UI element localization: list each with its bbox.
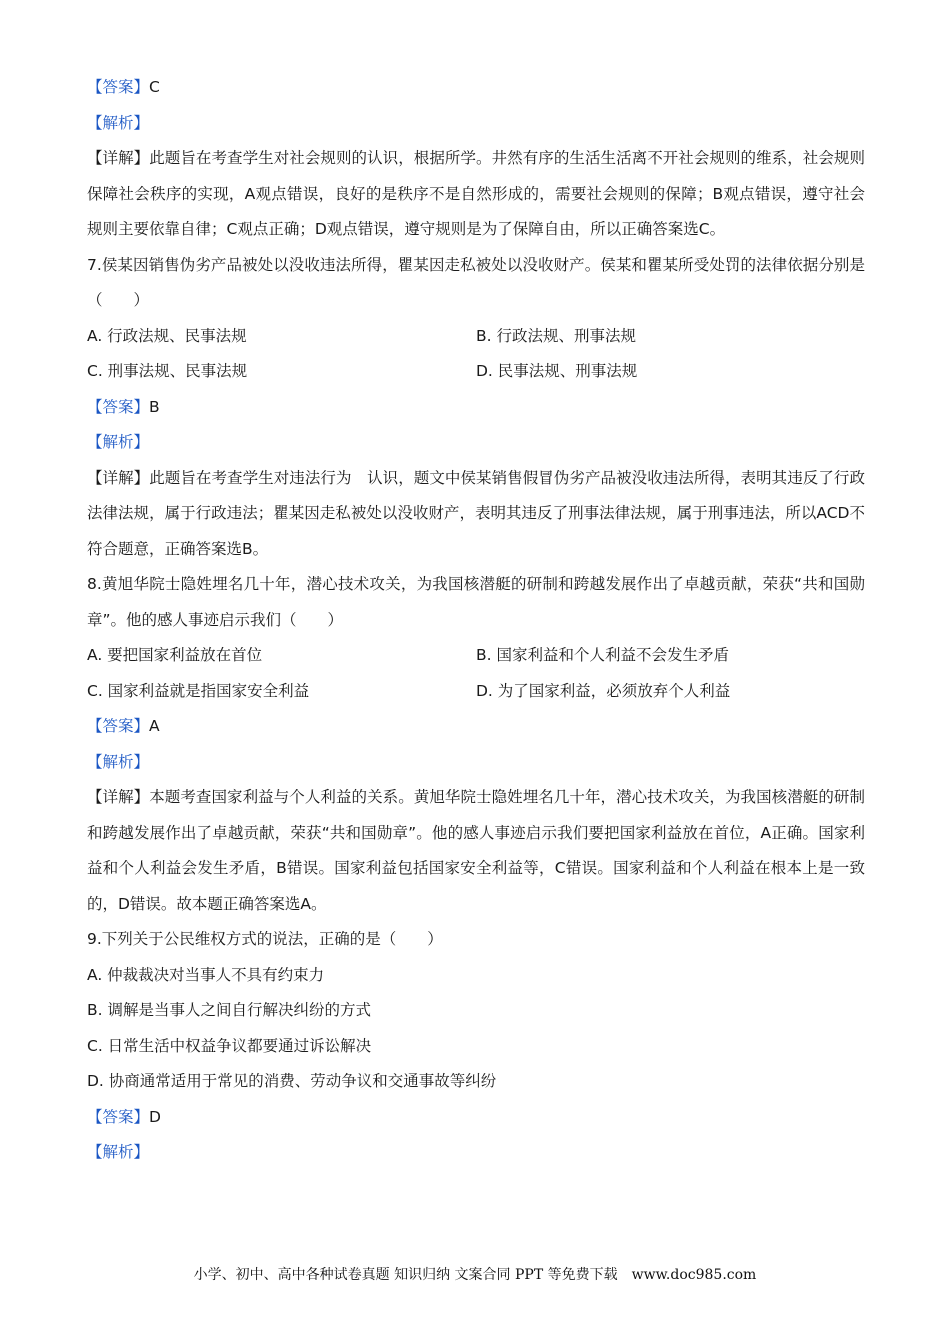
q6-analysis bbox=[87, 106, 865, 142]
q8-analysis bbox=[87, 745, 865, 781]
analysis-tag: 【解析】 bbox=[87, 1143, 150, 1161]
q8-stem: 8.黄旭华院士隐姓埋名几十年，潜心技术攻关，为我国核潜艇的研制和跨越发展作出了卓越贡献，荣获“共和国勋章”。他的感人事迹启示我们（ ） bbox=[87, 575, 865, 629]
q7-options-row-1 bbox=[87, 319, 865, 355]
q8-options-row-2 bbox=[87, 674, 865, 710]
q8-answer bbox=[87, 709, 865, 745]
q8-option-b: B. 国家利益和个人利益不会发生矛盾 bbox=[476, 646, 729, 664]
answer-value: C bbox=[149, 78, 160, 96]
q8-option-d: D. 为了国家利益，必须放弃个人利益 bbox=[476, 681, 731, 700]
q7-options-row-2 bbox=[87, 354, 865, 390]
answer-value: D bbox=[149, 1107, 161, 1126]
detail-text: 此题旨在考查学生对社会规则的认识，根据所学。井然有序的生活生活离不开社会规则的维系，社会规则保障社会秩序的实现，A观点错误，良好的是秩序不是自然形成的，需要社会规则的保障；B观点错误，遵守社会规则主要依靠自律；C观点正确；D观点错误，遵守规则是为了保障自由，所以正确答案选C。 bbox=[87, 149, 865, 238]
q8-option-a: A. 要把国家利益放在首位 bbox=[87, 646, 263, 664]
detail-text: 此题旨在考查学生对违法行为 认识，题文中侯某销售假冒伪劣产品被没收违法所得，表明其违反了行政法律法规，属于行政违法；瞿某因走私被处以没收财产，表明其违反了刑事法律法规，属于刑事违法，所以ACD不符合题意，正确答案选B。 bbox=[87, 468, 865, 558]
q7-option-a: A. 行政法规、民事法规 bbox=[87, 326, 247, 345]
detail-tag: 【详解】 bbox=[87, 788, 150, 806]
q7-detail bbox=[87, 461, 865, 568]
answer-tag: 【答案】 bbox=[87, 1107, 150, 1126]
analysis-tag: 【解析】 bbox=[87, 433, 150, 451]
q8-options-row-1 bbox=[87, 638, 865, 674]
page-footer: 小学、初中、高中各种试卷真题 知识归纳 文案合同 PPT 等免费下载 www.doc985.com bbox=[193, 1267, 757, 1283]
detail-tag: 【详解】 bbox=[87, 468, 150, 487]
q9-option-a: A. 仲裁裁决对当事人不具有约束力 bbox=[87, 965, 325, 984]
q9-option-c: C. 日常生活中权益争议都要通过诉讼解决 bbox=[87, 1036, 372, 1055]
q6-detail bbox=[87, 141, 865, 248]
page-content bbox=[87, 70, 865, 1171]
q7-option-d: D. 民事法规、刑事法规 bbox=[476, 362, 638, 380]
q9-answer bbox=[87, 1100, 865, 1136]
q9-option-b: B. 调解是当事人之间自行解决纠纷的方式 bbox=[87, 1001, 371, 1019]
q7-option-b: B. 行政法规、刑事法规 bbox=[476, 326, 636, 345]
q7-stem: 7.侯某因销售伪劣产品被处以没收违法所得，瞿某因走私被处以没收财产。侯某和瞿某所受处罚的法律依据分别是（ ） bbox=[87, 255, 865, 309]
q9-stem: 9.下列关于公民维权方式的说法，正确的是（ ） bbox=[87, 930, 443, 948]
q8-detail bbox=[87, 780, 865, 922]
answer-value: B bbox=[149, 397, 160, 416]
detail-text: 本题考查国家利益与个人利益的关系。黄旭华院士隐姓埋名几十年，潜心技术攻关，为我国核潜艇的研制和跨越发展作出了卓越贡献，荣获“共和国勋章”。他的感人事迹启示我们要把国家利益放在首位，A正确。国家利益和个人利益会发生矛盾，B错误。国家利益包括国家安全利益等，C错误。国家利益和个人利益在根本上是一致的，D错误。故本题正确答案选A。 bbox=[87, 788, 865, 913]
analysis-tag: 【解析】 bbox=[87, 113, 150, 132]
q7-answer bbox=[87, 390, 865, 426]
answer-tag: 【答案】 bbox=[87, 397, 150, 416]
detail-tag: 【详解】 bbox=[87, 149, 150, 167]
answer-tag: 【答案】 bbox=[87, 717, 150, 735]
q9-analysis bbox=[87, 1135, 865, 1171]
q6-answer bbox=[87, 70, 865, 106]
q9-option-d: D. 协商通常适用于常见的消费、劳动争议和交通事故等纠纷 bbox=[87, 1072, 497, 1090]
analysis-tag: 【解析】 bbox=[87, 752, 150, 771]
q7-analysis bbox=[87, 425, 865, 461]
answer-value: A bbox=[149, 717, 160, 735]
q7-option-c: C. 刑事法规、民事法规 bbox=[87, 362, 248, 380]
q8-option-c: C. 国家利益就是指国家安全利益 bbox=[87, 681, 310, 700]
answer-tag: 【答案】 bbox=[87, 78, 150, 96]
